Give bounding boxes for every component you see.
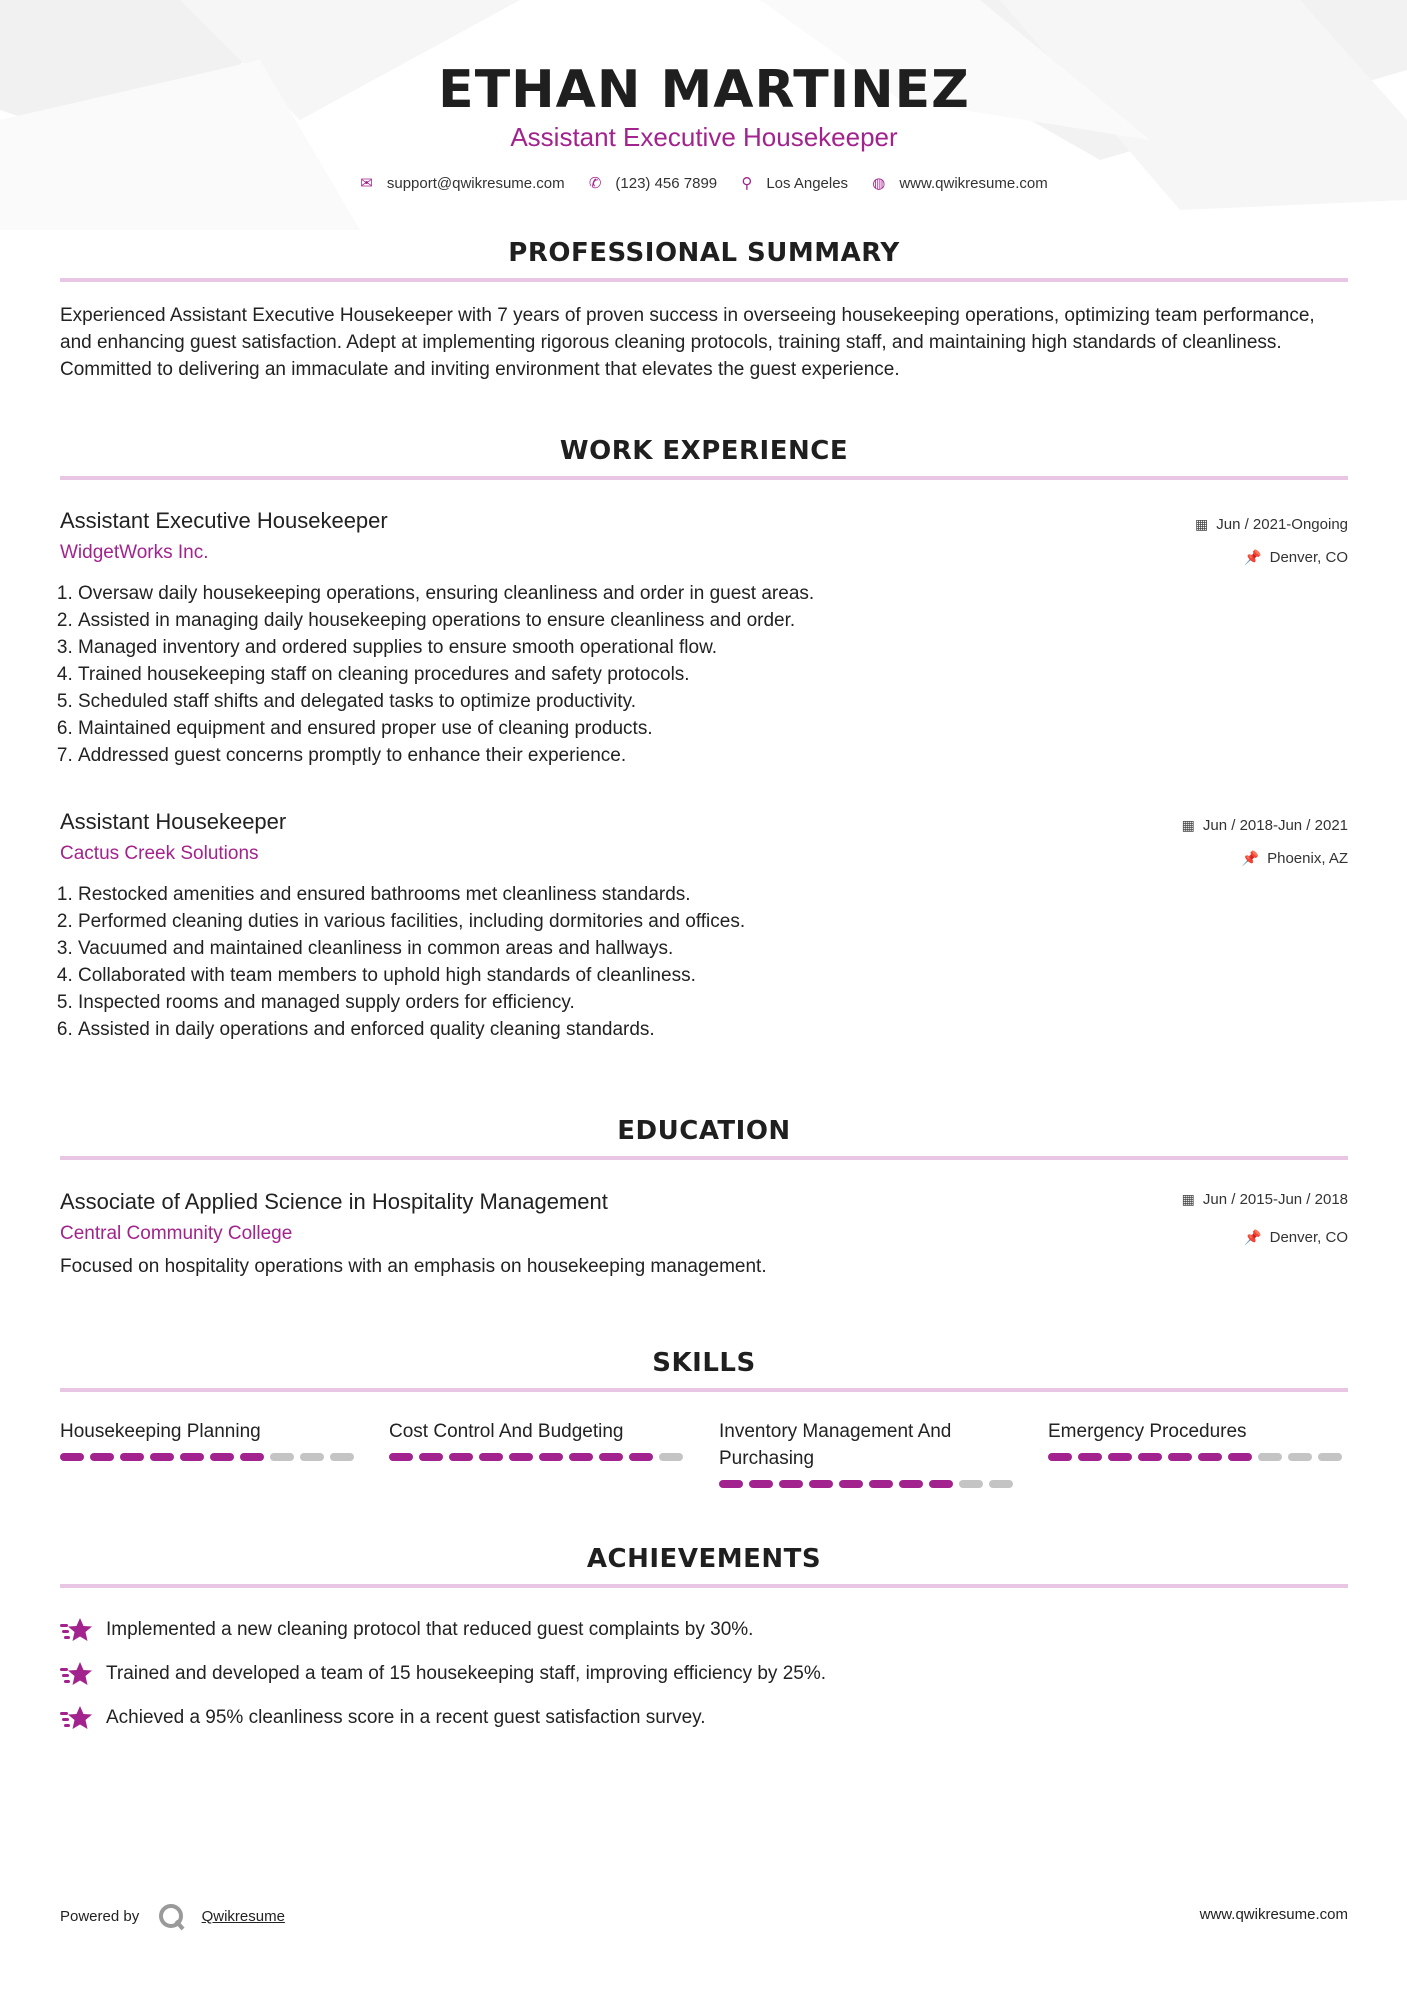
skills-section xyxy=(60,1348,1348,1392)
skill-level-bar xyxy=(389,1453,689,1461)
skill-bar-filled xyxy=(899,1480,923,1488)
experience-heading: WORK EXPERIENCE xyxy=(559,436,849,466)
skill-bar-filled xyxy=(839,1480,863,1488)
list-item: 2. Performed cleaning duties in various facilities, including dormitories and offices. xyxy=(78,908,1348,935)
skill-item xyxy=(60,1418,360,1461)
section-divider xyxy=(60,476,1348,480)
skill-bar-filled xyxy=(1198,1453,1222,1461)
skill-level-bar xyxy=(60,1453,360,1461)
job-dates: ▦ Jun / 2018-Jun / 2021 xyxy=(1181,817,1348,834)
calendar-icon: ▦ xyxy=(1181,1191,1195,1207)
job-company: Cactus Creek Solutions xyxy=(60,843,259,864)
skill-bar-filled xyxy=(180,1453,204,1461)
contact-phone[interactable]: ✆ (123) 456 7899 xyxy=(588,175,718,192)
phone-icon: ✆ xyxy=(588,175,602,192)
footer-website-link[interactable]: www.qwikresume.com xyxy=(1199,1906,1348,1923)
skill-bar-filled xyxy=(929,1480,953,1488)
contact-website[interactable]: ◍ www.qwikresume.com xyxy=(872,175,1048,192)
summary-heading: PROFESSIONAL SUMMARY xyxy=(508,238,900,268)
summary-section xyxy=(60,238,1348,383)
skill-bar-empty xyxy=(1258,1453,1282,1461)
skill-bar-empty xyxy=(659,1453,683,1461)
list-item: 1. Restocked amenities and ensured bathrooms met cleanliness standards. xyxy=(78,881,1348,908)
job-dates: ▦ Jun / 2021-Ongoing xyxy=(1195,516,1348,533)
skill-bar-filled xyxy=(120,1453,144,1461)
skill-bar-filled xyxy=(1048,1453,1072,1461)
skill-bar-filled xyxy=(1138,1453,1162,1461)
skill-bar-filled xyxy=(629,1453,653,1461)
education-dates: ▦ Jun / 2015-Jun / 2018 xyxy=(1181,1191,1348,1208)
list-item: 7. Addressed guest concerns promptly to enhance their experience. xyxy=(78,742,1348,769)
skill-label: Emergency Procedures xyxy=(1048,1421,1247,1442)
contact-location: ⚲ Los Angeles xyxy=(741,175,849,192)
skill-bar-filled xyxy=(240,1453,264,1461)
achievement-item xyxy=(60,1616,753,1644)
education-entry xyxy=(60,1189,1348,1280)
footer xyxy=(60,1902,1348,1932)
achievements-heading: ACHIEVEMENTS xyxy=(586,1544,822,1574)
skill-bar-empty xyxy=(1318,1453,1342,1461)
skill-bar-empty xyxy=(300,1453,324,1461)
job-company: WidgetWorks Inc. xyxy=(60,542,209,563)
skill-bar-filled xyxy=(599,1453,623,1461)
job-entry xyxy=(60,809,1348,1043)
globe-icon: ◍ xyxy=(872,175,886,192)
job-title: Assistant Housekeeper xyxy=(60,809,287,834)
job-duties xyxy=(60,580,1348,769)
skill-bar-filled xyxy=(569,1453,593,1461)
section-divider xyxy=(60,1584,1348,1588)
skill-item xyxy=(719,1418,1019,1488)
skill-bar-filled xyxy=(210,1453,234,1461)
section-divider xyxy=(60,278,1348,282)
experience-section xyxy=(60,436,1348,480)
contact-bar xyxy=(60,174,1348,192)
list-item: 1. Oversaw daily housekeeping operations, ensuring cleanliness and order in guest areas. xyxy=(78,580,1348,607)
achievement-item xyxy=(60,1704,706,1732)
list-item: 2. Assisted in managing daily housekeeping operations to ensure cleanliness and order. xyxy=(78,607,1348,634)
skill-bar-filled xyxy=(539,1453,563,1461)
list-item: 3. Managed inventory and ordered supplies to ensure smooth operational flow. xyxy=(78,634,1348,661)
pin-icon: 📌 xyxy=(1244,1229,1262,1245)
job-duties xyxy=(60,881,1348,1043)
list-item: 4. Collaborated with team members to uphold high standards of cleanliness. xyxy=(78,962,1348,989)
skill-bar-filled xyxy=(809,1480,833,1488)
skill-bar-empty xyxy=(330,1453,354,1461)
achievement-text: Implemented a new cleaning protocol that reduced guest complaints by 30%. xyxy=(106,1619,754,1640)
skill-bar-filled xyxy=(779,1480,803,1488)
education-heading: EDUCATION xyxy=(617,1116,791,1146)
job-location: 📌 Phoenix, AZ xyxy=(1241,850,1348,867)
skill-bar-filled xyxy=(479,1453,503,1461)
job-entry xyxy=(60,508,1348,769)
summary-text: Experienced Assistant Executive Housekeeper with 7 years of proven success in overseeing housekeeping operations, optimizing team performance, and enhancing guest satisfaction. Adept at implementing rigorous cleaning protocols, training staff, and maintaining high standards of cleanliness. Committed to delivering an immaculate and inviting environment that elevates the guest experience. xyxy=(60,305,1315,380)
skill-bar-empty xyxy=(989,1480,1013,1488)
envelope-icon: ✉ xyxy=(360,175,373,192)
qwikresume-logo-icon xyxy=(157,1902,187,1932)
skill-bar-empty xyxy=(270,1453,294,1461)
skill-bar-filled xyxy=(90,1453,114,1461)
pin-icon: 📌 xyxy=(1244,549,1262,565)
qwikresume-link[interactable]: Qwikresume xyxy=(201,1907,285,1925)
powered-by-label: Powered by xyxy=(60,1907,140,1925)
contact-email[interactable]: ✉ support@qwikresume.com xyxy=(360,175,565,192)
skill-bar-filled xyxy=(749,1480,773,1488)
skill-bar-filled xyxy=(1228,1453,1252,1461)
calendar-icon: ▦ xyxy=(1195,516,1209,532)
skill-bar-filled xyxy=(509,1453,533,1461)
skill-bar-filled xyxy=(449,1453,473,1461)
candidate-title: Assistant Executive Housekeeper xyxy=(510,122,898,152)
list-item: 5. Scheduled staff shifts and delegated tasks to optimize productivity. xyxy=(78,688,1348,715)
education-description: Focused on hospitality operations with an emphasis on housekeeping management. xyxy=(60,1256,767,1277)
skill-bar-filled xyxy=(1078,1453,1102,1461)
skill-bar-filled xyxy=(719,1480,743,1488)
star-icon xyxy=(60,1616,92,1644)
skill-label: Housekeeping Planning xyxy=(60,1421,261,1442)
education-location: 📌 Denver, CO xyxy=(1244,1229,1348,1246)
candidate-name: ETHAN MARTINEZ xyxy=(438,60,970,120)
skill-label: Inventory Management And Purchasing xyxy=(719,1421,952,1469)
skill-bar-empty xyxy=(959,1480,983,1488)
skill-bar-empty xyxy=(1288,1453,1312,1461)
skill-bar-filled xyxy=(869,1480,893,1488)
achievement-text: Achieved a 95% cleanliness score in a recent guest satisfaction survey. xyxy=(106,1707,706,1728)
list-item: 6. Assisted in daily operations and enforced quality cleaning standards. xyxy=(78,1016,1348,1043)
calendar-icon: ▦ xyxy=(1181,817,1195,833)
section-divider xyxy=(60,1388,1348,1392)
star-icon xyxy=(60,1660,92,1688)
achievement-text: Trained and developed a team of 15 housekeeping staff, improving efficiency by 25%. xyxy=(106,1663,826,1684)
skill-bar-filled xyxy=(1168,1453,1192,1461)
list-item: 3. Vacuumed and maintained cleanliness in common areas and hallways. xyxy=(78,935,1348,962)
achievements-section xyxy=(60,1544,1348,1588)
list-item: 6. Maintained equipment and ensured proper use of cleaning products. xyxy=(78,715,1348,742)
skill-level-bar xyxy=(719,1480,1019,1488)
degree-title: Associate of Applied Science in Hospitality Management xyxy=(60,1189,608,1214)
skill-label: Cost Control And Budgeting xyxy=(389,1421,624,1442)
job-title: Assistant Executive Housekeeper xyxy=(60,508,388,533)
skill-bar-filled xyxy=(150,1453,174,1461)
skill-bar-filled xyxy=(419,1453,443,1461)
skill-level-bar xyxy=(1048,1453,1348,1461)
skill-item xyxy=(389,1418,689,1461)
section-divider xyxy=(60,1156,1348,1160)
skills-heading: SKILLS xyxy=(652,1348,756,1378)
list-item: 4. Trained housekeeping staff on cleaning procedures and safety protocols. xyxy=(78,661,1348,688)
pin-icon: 📌 xyxy=(1241,850,1260,866)
star-icon xyxy=(60,1704,92,1732)
location-pin-icon: ⚲ xyxy=(741,175,753,192)
achievement-item xyxy=(60,1660,826,1688)
skill-item xyxy=(1048,1418,1348,1461)
skill-bar-filled xyxy=(1108,1453,1132,1461)
education-section xyxy=(60,1116,1348,1160)
list-item: 5. Inspected rooms and managed supply orders for efficiency. xyxy=(78,989,1348,1016)
school-name: Central Community College xyxy=(60,1223,293,1244)
skill-bar-filled xyxy=(389,1453,413,1461)
job-location: 📌 Denver, CO xyxy=(1244,549,1348,566)
skill-bar-filled xyxy=(60,1453,84,1461)
